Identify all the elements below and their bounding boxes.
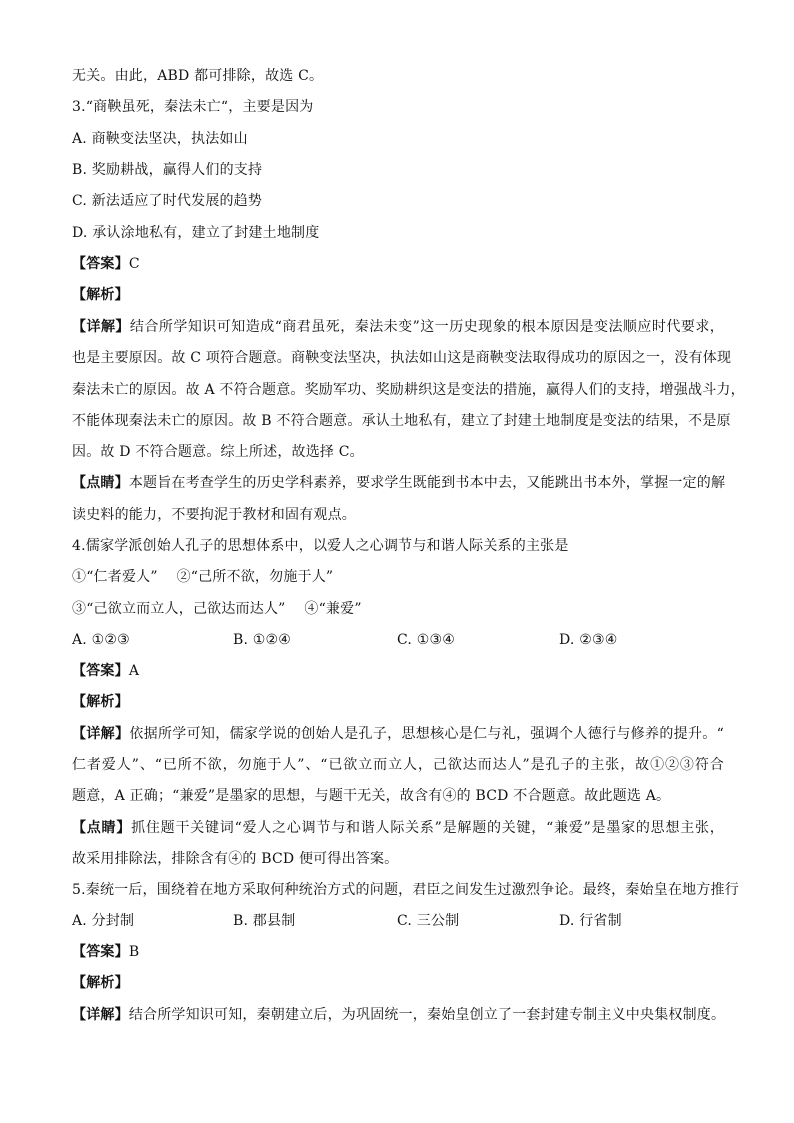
explanation-tag: 【详解】 <box>72 726 130 742</box>
option-text: A. 商鞅变法坚决，执法如山 <box>72 131 248 147</box>
explanation-text: 也是主要原因。故 C 项符合题意。商鞅变法坚决，执法如山这是商鞅变法取得成功的原因之一，没有体现 <box>72 350 732 366</box>
question-3-option-c <box>72 191 724 211</box>
explanation-text: 仁者爱人”、“已所不欲，勿施于人”、“已欲立而立人，己欲达而达人”是孔子的主张，故①②③符合 <box>72 757 724 773</box>
option-b: B. ①②④ <box>233 632 292 648</box>
question-4-stem <box>72 536 724 556</box>
answer-line <box>72 942 724 962</box>
question-text: 4.儒家学派创始人孔子的思想体系中，以爱人之心调节与和谐人际关系的主张是 <box>72 538 569 554</box>
answer-text: B <box>128 944 140 960</box>
question-5-stem <box>72 880 739 900</box>
text-line <box>72 66 724 86</box>
explanation-text: 因。故 D 不符合题意。综上所述，故选择 C。 <box>72 444 364 460</box>
explanation-line <box>72 411 731 431</box>
explanation-line <box>72 1005 724 1025</box>
items-text: ③“己欲立而立人，己欲达而达人” ④“兼爱” <box>72 601 362 617</box>
explanation-line <box>72 380 745 400</box>
line-text: 无关。由此，ABD 都可排除，故选 C。 <box>72 68 324 84</box>
comment-text: 本题旨在考查学生的历史学科素养，要求学生既能到书本中去，又能跳出书本外，掌握一定的解 <box>128 475 726 491</box>
option-a: A. ①②③ <box>72 632 130 648</box>
explanation-text: 结合所学知识可知，秦朝建立后，为巩固统一，秦始皇创立了一套封建专制主义中央集权制度。 <box>128 1007 726 1023</box>
option-text: B. 奖励耕战，赢得人们的支持 <box>72 162 263 178</box>
analysis-line <box>72 285 724 305</box>
comment-line <box>72 849 724 869</box>
option-text: D. 承认涂地私有，建立了封建土地制度 <box>72 225 320 241</box>
analysis-tag: 【解析】 <box>72 694 129 710</box>
comment-line <box>72 473 724 493</box>
explanation-tag: 【详解】 <box>72 1007 129 1023</box>
analysis-tag: 【解析】 <box>72 975 129 991</box>
question-3-option-d <box>72 223 724 243</box>
answer-tag: 【答案】 <box>72 944 129 960</box>
answer-text: C <box>128 256 140 272</box>
answer-tag: 【答案】 <box>72 663 129 679</box>
question-4-items <box>72 567 724 587</box>
comment-tag: 【点睛】 <box>72 475 129 491</box>
analysis-tag: 【解析】 <box>72 287 129 303</box>
comment-tag: 【点睛】 <box>72 820 132 836</box>
answer-tag: 【答案】 <box>72 256 129 272</box>
option-d: D. 行省制 <box>559 913 622 929</box>
explanation-line <box>72 348 732 368</box>
explanation-text: 结合所学知识可知造成“商君虽死，秦法未变”这一历史现象的根本原因是变法顺应时代要求， <box>129 319 724 335</box>
question-5-options <box>72 911 724 931</box>
question-3-option-b <box>72 160 724 180</box>
explanation-line <box>72 317 724 337</box>
option-b: B. 郡县制 <box>233 913 296 929</box>
items-text: ①“仁者爱人” ②“己所不欲，勿施于人” <box>72 569 334 585</box>
question-text: 5.秦统一后，围绕着在地方采取何种统治方式的问题，君臣之间发生过激烈争论。最终，秦始皇在地方推行 <box>72 882 739 898</box>
option-c: C. ①③④ <box>397 632 455 648</box>
question-3-stem <box>72 97 724 117</box>
analysis-line <box>72 692 724 712</box>
option-d: D. ②③④ <box>559 632 618 648</box>
explanation-line <box>72 442 724 462</box>
explanation-text: 依据所学可知，儒家学说的创始人是孔子，思想核心是仁与礼，强调个人德行与修养的提升。“ <box>129 726 724 742</box>
comment-text: 读史料的能力，不要拘泥于教材和固有观点。 <box>72 507 356 523</box>
option-a: A. 分封制 <box>72 913 135 929</box>
answer-line <box>72 254 724 274</box>
explanation-line <box>72 724 724 744</box>
explanation-tag: 【详解】 <box>72 319 130 335</box>
question-4-options <box>72 630 724 650</box>
comment-line <box>72 818 724 838</box>
explanation-text: 秦法未亡的原因。故 A 不符合题意。奖励军功、奖励耕织这是变法的措施，赢得人们的支持，增强战斗力， <box>72 382 745 398</box>
explanation-text: 不能体现秦法未亡的原因。故 B 不符合题意。承认土地私有，建立了封建土地制度是变法的结果，不是原 <box>72 413 731 429</box>
explanation-text: 题意，A 正确；“兼爱”是墨家的思想，与题干无关，故含有④的 BCD 不合题意。故此题选 A。 <box>72 788 671 804</box>
comment-line <box>72 505 724 525</box>
comment-text: 故采用排除法，排除含有④的 BCD 便可得出答案。 <box>72 851 399 867</box>
explanation-line <box>72 755 724 775</box>
option-c: C. 三公制 <box>397 913 460 929</box>
answer-text: A <box>128 663 140 679</box>
analysis-line <box>72 973 724 993</box>
question-3-option-a <box>72 129 724 149</box>
question-text: 3.“商鞅虽死，秦法未亡“，主要是因为 <box>72 99 314 115</box>
explanation-line <box>72 786 724 806</box>
question-4-items <box>72 599 724 619</box>
answer-line <box>72 661 724 681</box>
comment-text: 抓住题干关键词“爱人之心调节与和谐人际关系”是解题的关键，“兼爱”是墨家的思想主张， <box>131 820 724 836</box>
option-text: C. 新法适应了时代发展的趋势 <box>72 193 263 209</box>
